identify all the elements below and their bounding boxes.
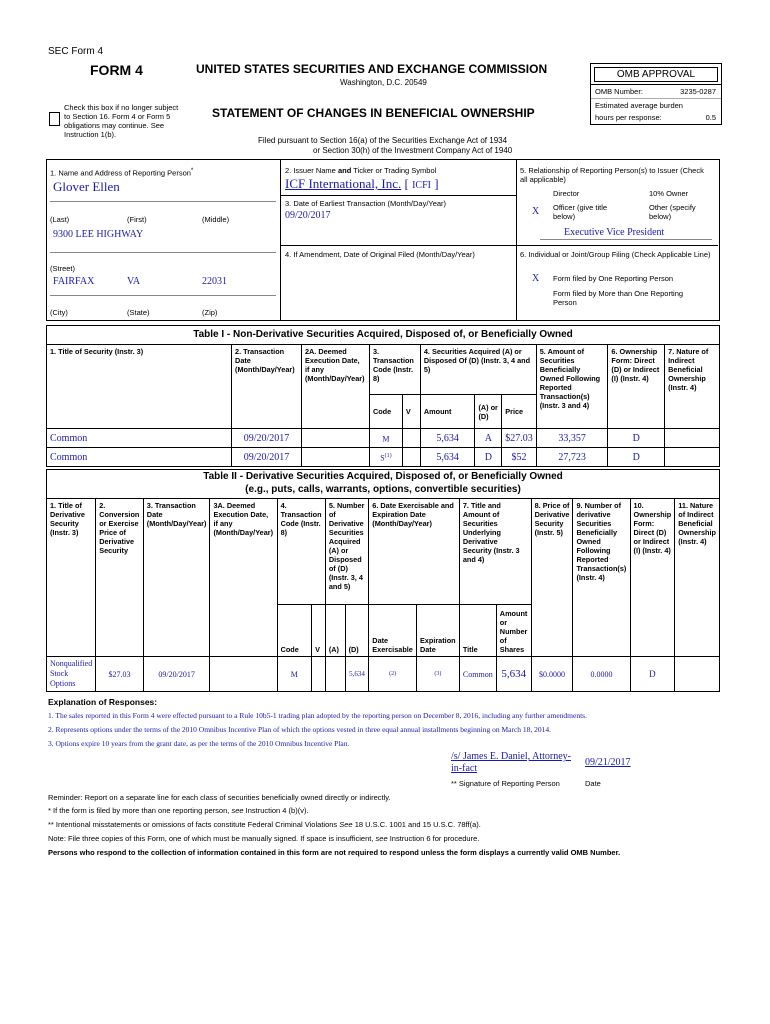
t1-h7: 7. Nature of Indirect Beneficial Ownership (Instr. 4) xyxy=(665,345,720,429)
double-star-note: ** Intentional misstatements or omissions of facts constitute Federal Criminal Violations See 18 U.S.C. 1001 and 15 U.S.C. 78ff(a). xyxy=(48,820,481,829)
reminder-text: Reminder: Report on a separate line for each class of securities beneficially owned directly or indirectly. xyxy=(48,793,391,802)
t1-h1: 1. Title of Security (Instr. 3) xyxy=(47,345,232,429)
star-note: * If the form is filed by more than one reporting person, see Instruction 4 (b)(v). xyxy=(48,806,309,815)
t2-r0-utitle: Common xyxy=(459,657,496,692)
t2-r0-exp: (3) xyxy=(416,657,459,692)
table1 xyxy=(46,344,720,467)
table2-title: Table II - Derivative Securities Acquired, Disposed of, or Beneficially Owned (e.g., puts, calls, warrants, options, convertible securities) xyxy=(46,469,720,499)
t2-r0-owned: 0.0000 xyxy=(573,657,630,692)
t2-h4: 4. Transaction Code (Instr. 8) xyxy=(277,499,325,605)
earliest-date: 09/20/2017 xyxy=(285,210,331,221)
table1-title: Table I - Non-Derivative Securities Acquired, Disposed of, or Beneficially Owned xyxy=(46,325,720,345)
first-label: (First) xyxy=(127,215,147,224)
earliest-date-label: 3. Date of Earliest Transaction (Month/Day/Year) xyxy=(285,199,447,208)
t2-h7: 7. Title and Amount of Securities Underlying Derivative Security (Instr. 3 and 4) xyxy=(459,499,531,605)
omb-number: 3235-0287 xyxy=(680,87,716,96)
t1-r1-amount: 5,634 xyxy=(420,448,475,467)
zip-value: 22031 xyxy=(202,276,227,287)
t1-price: Price xyxy=(502,395,537,429)
t1-r1-title: Common xyxy=(47,448,232,467)
city-label: (City) xyxy=(50,308,68,317)
t2-r0-ex: (2) xyxy=(369,657,417,692)
table-row xyxy=(47,429,720,448)
explanation-2: 2. Represents options under the terms of the 2010 Omnibus Incentive Plan of which the options vested in three equal annual installments beginning on March 18, 2014. xyxy=(48,725,552,734)
t2-code: Code xyxy=(277,605,312,657)
t2-a: (A) xyxy=(325,605,345,657)
filed-pursuant-2: or Section 30(h) of the Investment Company Act of 1940 xyxy=(313,146,513,155)
signature-date: 09/21/2017 xyxy=(585,757,631,768)
t2-h1: 1. Title of Derivative Security (Instr. 3) xyxy=(47,499,96,657)
explanation-1: 1. The sales reported in this Form 4 were effected pursuant to a Rule 10b5-1 trading plan adopted by the reporting person on December 8, 2016, including any further amendments. xyxy=(48,711,587,720)
t1-r1-owned: 27,723 xyxy=(536,448,608,467)
t1-amount: Amount xyxy=(420,395,475,429)
omb-burden: Estimated average burden xyxy=(595,101,683,110)
reporting-person-label: 1. Name and Address of Reporting Person* xyxy=(50,167,194,178)
t2-r0-uamount: 5,634 xyxy=(496,657,531,692)
t2-exp: Expiration Date xyxy=(416,605,459,657)
more-persons-label: Form filed by More than One Reporting Person xyxy=(553,289,684,307)
omb-box xyxy=(590,63,722,125)
signature-label: ** Signature of Reporting Person xyxy=(451,779,560,788)
t2-h8: 8. Price of Derivative Security (Instr. 5) xyxy=(531,499,573,657)
omb-hours: 0.5 xyxy=(705,113,716,122)
t1-h2: 2. Transaction Date (Month/Day/Year) xyxy=(232,345,302,429)
explanation-3: 3. Options expire 10 years from the grant date, as per the terms of the 2010 Omnibus Incentive Plan. xyxy=(48,739,350,748)
relationship-label: 5. Relationship of Reporting Person(s) to Issuer (Check all applicable) xyxy=(520,166,704,184)
t1-r0-price: $27.03 xyxy=(502,429,537,448)
t2-amount-col: Amount or Number of Shares xyxy=(496,605,531,657)
t2-h2: 2. Conversion or Exercise Price of Derivative Security xyxy=(96,499,144,657)
t2-r0-date: 09/20/2017 xyxy=(143,657,210,692)
street-value: 9300 LEE HIGHWAY xyxy=(53,229,144,240)
t1-h6: 6. Ownership Form: Direct (D) or Indirect (I) (Instr. 4) xyxy=(608,345,665,429)
commission-title: UNITED STATES SECURITIES AND EXCHANGE COMMISSION xyxy=(196,62,548,76)
t2-d: (D) xyxy=(345,605,369,657)
omb-number-label: OMB Number: xyxy=(595,87,643,96)
officer-title: Executive Vice President xyxy=(564,227,665,238)
t1-r0-amount: 5,634 xyxy=(420,429,475,448)
issuer-label: 2. Issuer Name and Ticker or Trading Symbol xyxy=(285,166,437,175)
no-longer-subject-checkbox[interactable] xyxy=(49,112,60,126)
last-label: (Last) xyxy=(50,215,70,224)
t1-r0-date: 09/20/2017 xyxy=(232,429,302,448)
officer-x[interactable]: X xyxy=(532,206,540,217)
file-copies-note: Note: File three copies of this Form, one of which must be manually signed. If space is insufficient, see Instruction 6 for procedure. xyxy=(48,834,480,843)
t2-title-col: Title xyxy=(459,605,496,657)
t2-r0-price: $27.03 xyxy=(96,657,144,692)
t2-r0-d: 5,634 xyxy=(345,657,369,692)
city-value: FAIRFAX xyxy=(53,276,95,287)
street-label: (Street) xyxy=(50,264,76,273)
table-row xyxy=(47,448,720,467)
state-value: VA xyxy=(127,276,141,287)
other-label: Other (specify below) xyxy=(649,203,696,221)
t1-r0-code: M xyxy=(369,429,402,448)
t1-r0-title: Common xyxy=(47,429,232,448)
t1-h5: 5. Amount of Securities Beneficially Owned Following Reported Transaction(s) (Instr. 3 and 4) xyxy=(536,345,608,429)
director-label: Director xyxy=(553,189,580,198)
signature-date-label: Date xyxy=(585,779,601,788)
checkbox-text: Check this box if no longer subject to Section 16. Form 4 or Form 5 obligations may continue. See Instruction 1(b). xyxy=(64,103,179,139)
group-filing-label: 6. Individual or Joint/Group Filing (Check Applicable Line) xyxy=(520,250,711,259)
reporting-person-name: Glover Ellen xyxy=(53,179,120,194)
statement-title: STATEMENT OF CHANGES IN BENEFICIAL OWNERSHIP xyxy=(212,106,535,120)
t1-h4: 4. Securities Acquired (A) or Disposed Of (D) (Instr. 3, 4 and 5) xyxy=(420,345,536,395)
t2-h3: 3. Transaction Date (Month/Day/Year) xyxy=(143,499,210,657)
t2-h9: 9. Number of derivative Securities Beneficially Owned Following Reported Transaction(s) (Instr. 4) xyxy=(573,499,630,657)
one-person-label: Form filed by One Reporting Person xyxy=(553,274,674,283)
t2-h10: 10. Ownership Form: Direct (D) or Indirect (I) (Instr. 4) xyxy=(630,499,675,657)
officer-label: Officer (give title below) xyxy=(553,203,608,221)
t2-r0-dprice: $0.0000 xyxy=(531,657,573,692)
one-person-x[interactable]: X xyxy=(532,273,540,284)
explanation-title: Explanation of Responses: xyxy=(48,697,158,707)
t2-h3a: 3A. Deemed Execution Date, if any (Month/Day/Year) xyxy=(210,499,277,657)
ten-pct-owner-label: 10% Owner xyxy=(649,189,689,198)
form-title: FORM 4 xyxy=(90,62,143,78)
t1-r0-owned: 33,357 xyxy=(536,429,608,448)
middle-label: (Middle) xyxy=(202,215,230,224)
t2-h5: 5. Number of Derivative Securities Acquired (A) or Disposed of (D) (Instr. 3, 4 and 5) xyxy=(325,499,368,605)
t2-h11: 11. Nature of Indirect Beneficial Ownership (Instr. 4) xyxy=(675,499,720,657)
t1-r0-ad: A xyxy=(475,429,502,448)
t1-r1-ad: D xyxy=(475,448,502,467)
table-row xyxy=(47,657,720,692)
filed-pursuant-1: Filed pursuant to Section 16(a) of the Securities Exchange Act of 1934 xyxy=(258,136,508,145)
t1-code: Code xyxy=(369,395,402,429)
t2-h6: 6. Date Exercisable and Expiration Date (Month/Day/Year) xyxy=(369,499,460,605)
t1-r0-form: D xyxy=(608,429,665,448)
omb-hours-label: hours per response: xyxy=(595,113,662,122)
issuer-name: ICF International, Inc. [ ICFI ] xyxy=(285,176,439,191)
t1-r1-date: 09/20/2017 xyxy=(232,448,302,467)
t1-r1-form: D xyxy=(608,448,665,467)
t1-h2a: 2A. Deemed Execution Date, if any (Month/Day/Year) xyxy=(301,345,369,429)
t1-r1-price: $52 xyxy=(502,448,537,467)
t2-r0-title: Nonqualified Stock Options xyxy=(47,657,96,692)
t1-r1-code: $S^{(1)}$ xyxy=(369,448,402,467)
zip-label: (Zip) xyxy=(202,308,218,317)
state-label: (State) xyxy=(127,308,150,317)
table2 xyxy=(46,498,720,692)
t1-v: V xyxy=(402,395,420,429)
sec-form-label: SEC Form 4 xyxy=(48,46,104,57)
t1-ad: (A) or (D) xyxy=(475,395,502,429)
t2-r0-code: M xyxy=(277,657,312,692)
t2-date-ex: Date Exercisable xyxy=(369,605,417,657)
commission-city: Washington, D.C. 20549 xyxy=(340,78,427,87)
omb-title: OMB APPROVAL xyxy=(594,67,718,82)
signature-name: /s/ James E. Daniel, Attorney-in-fact xyxy=(451,751,571,774)
amendment-label: 4. If Amendment, Date of Original Filed (Month/Day/Year) xyxy=(285,250,475,259)
omb-notice: Persons who respond to the collection of information contained in this form are not required to respond unless the form displays a currently valid OMB Number. xyxy=(48,848,621,857)
t2-r0-form: D xyxy=(630,657,675,692)
t1-h3: 3. Transaction Code (Instr. 8) xyxy=(369,345,420,395)
t2-v: V xyxy=(312,605,326,657)
